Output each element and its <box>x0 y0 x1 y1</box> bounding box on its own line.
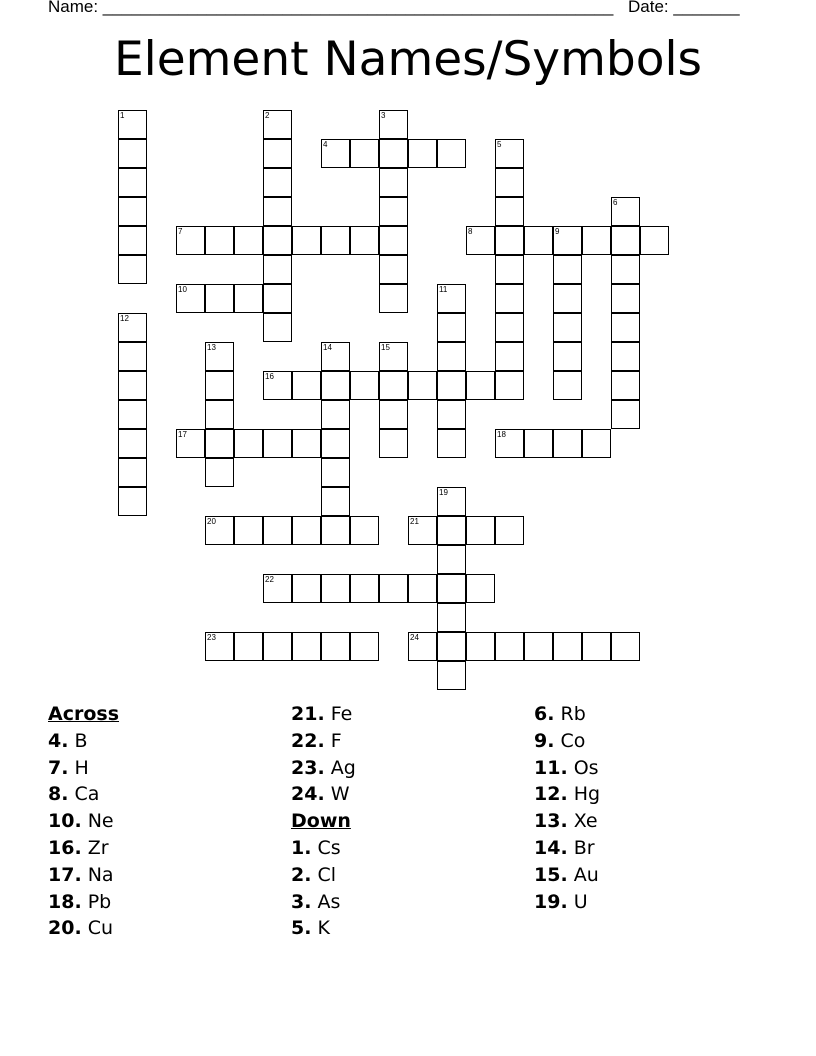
clue-item <box>291 781 511 808</box>
clue-number: 24 <box>410 633 419 642</box>
crossword-cell[interactable] <box>263 197 292 226</box>
clue-number: 11 <box>439 285 448 294</box>
crossword-cell[interactable] <box>495 632 524 661</box>
clue-item-text: Cu <box>87 917 114 940</box>
clue-item-number: 20. <box>48 917 82 940</box>
clue-item-text: Na <box>87 863 114 886</box>
crossword-cell[interactable] <box>263 574 292 603</box>
clue-column-2 <box>291 701 511 942</box>
crossword-cell[interactable] <box>234 284 263 313</box>
crossword-cell[interactable] <box>118 139 147 168</box>
crossword-cell[interactable] <box>321 516 350 545</box>
clue-item-text: Zr <box>87 836 109 859</box>
crossword-cell[interactable] <box>118 371 147 400</box>
crossword-cell[interactable] <box>582 226 611 255</box>
crossword-cell[interactable] <box>553 632 582 661</box>
clue-item <box>534 728 754 755</box>
clue-item-number: 3. <box>291 890 312 913</box>
crossword-cell[interactable] <box>118 429 147 458</box>
crossword-cell[interactable] <box>524 429 553 458</box>
crossword-cell[interactable] <box>263 139 292 168</box>
crossword-cell[interactable] <box>640 226 669 255</box>
crossword-cell[interactable] <box>321 487 350 516</box>
crossword-cell[interactable] <box>437 429 466 458</box>
crossword-cell[interactable] <box>379 197 408 226</box>
clue-item-text: W <box>330 783 350 806</box>
clue-number: 22 <box>265 575 274 584</box>
clue-item-number: 23. <box>291 756 325 779</box>
clue-number: 3 <box>381 111 386 120</box>
clue-item <box>291 835 511 862</box>
clue-item-text: F <box>330 729 342 752</box>
crossword-cell[interactable] <box>321 371 350 400</box>
crossword-cell[interactable] <box>466 226 495 255</box>
crossword-cell[interactable] <box>495 429 524 458</box>
clue-item-number: 14. <box>534 836 568 859</box>
crossword-cell[interactable] <box>321 342 350 371</box>
crossword-cell[interactable] <box>118 458 147 487</box>
clue-number: 4 <box>323 140 328 149</box>
crossword-cell[interactable] <box>205 632 234 661</box>
clue-item-text: Os <box>573 756 599 779</box>
crossword-cell[interactable] <box>553 226 582 255</box>
crossword-cell[interactable] <box>437 284 466 313</box>
crossword-cell[interactable] <box>205 284 234 313</box>
crossword-cell[interactable] <box>234 226 263 255</box>
date-field[interactable]: Date: _______ <box>628 0 740 16</box>
clue-item-text: Hg <box>573 783 601 806</box>
clue-item-text: K <box>317 917 330 940</box>
crossword-cell[interactable] <box>611 255 640 284</box>
clue-item-text: Ca <box>74 783 100 806</box>
crossword-cell[interactable] <box>292 371 321 400</box>
clue-column-1 <box>48 701 268 942</box>
crossword-cell[interactable] <box>118 197 147 226</box>
crossword-cell[interactable] <box>495 168 524 197</box>
crossword-cell[interactable] <box>495 313 524 342</box>
crossword-cell[interactable] <box>118 110 147 139</box>
crossword-cell[interactable] <box>379 342 408 371</box>
crossword-cell[interactable] <box>553 313 582 342</box>
crossword-cell[interactable] <box>466 574 495 603</box>
crossword-cell[interactable] <box>205 342 234 371</box>
clue-item-number: 15. <box>534 863 568 886</box>
clue-item <box>291 915 511 942</box>
clue-item-text: B <box>74 729 88 752</box>
crossword-cell[interactable] <box>495 226 524 255</box>
clue-number: 6 <box>613 198 618 207</box>
clue-number: 8 <box>468 227 473 236</box>
clue-item <box>48 728 268 755</box>
crossword-cell[interactable] <box>205 400 234 429</box>
clue-item-text: H <box>74 756 89 779</box>
crossword-cell[interactable] <box>553 429 582 458</box>
crossword-cell[interactable] <box>379 139 408 168</box>
clue-item <box>291 701 511 728</box>
clue-item-text: Ag <box>330 756 356 779</box>
crossword-cell[interactable] <box>524 632 553 661</box>
crossword-cell[interactable] <box>437 632 466 661</box>
clue-number: 12 <box>120 314 129 323</box>
clue-number: 9 <box>555 227 560 236</box>
clue-item-number: 7. <box>48 756 69 779</box>
clue-item <box>48 889 268 916</box>
clue-item-text: Br <box>573 836 595 859</box>
clue-item-number: 10. <box>48 810 82 833</box>
crossword-cell[interactable] <box>379 400 408 429</box>
crossword-cell[interactable] <box>350 226 379 255</box>
crossword-cell[interactable] <box>350 632 379 661</box>
clue-item <box>48 862 268 889</box>
crossword-cell[interactable] <box>437 574 466 603</box>
clue-item-number: 6. <box>534 703 555 725</box>
crossword-cell[interactable] <box>408 371 437 400</box>
clue-item-text: Co <box>560 729 586 752</box>
name-field[interactable]: Name: ______________________________________________________ <box>48 0 614 16</box>
clue-item-number: 2. <box>291 863 312 886</box>
crossword-cell[interactable] <box>379 429 408 458</box>
crossword-cell[interactable] <box>379 284 408 313</box>
crossword-cell[interactable] <box>292 516 321 545</box>
clue-item-number: 24. <box>291 783 325 806</box>
clue-item-number: 22. <box>291 729 325 752</box>
crossword-cell[interactable] <box>408 516 437 545</box>
crossword-cell[interactable] <box>437 516 466 545</box>
crossword-cell[interactable] <box>553 284 582 313</box>
crossword-cell[interactable] <box>437 139 466 168</box>
crossword-cell[interactable] <box>582 632 611 661</box>
clue-item-number: 19. <box>534 890 568 913</box>
clue-item-number: 8. <box>48 783 69 806</box>
crossword-cell[interactable] <box>350 516 379 545</box>
crossword-cell[interactable] <box>263 632 292 661</box>
crossword-cell[interactable] <box>495 371 524 400</box>
crossword-cell[interactable] <box>379 371 408 400</box>
clue-heading: Across <box>48 703 120 725</box>
crossword-cell[interactable] <box>118 168 147 197</box>
clue-item-number: 1. <box>291 836 312 859</box>
crossword-cell[interactable] <box>263 226 292 255</box>
crossword-cell[interactable] <box>176 429 205 458</box>
crossword-cell[interactable] <box>379 110 408 139</box>
crossword-cell[interactable] <box>118 342 147 371</box>
clue-item-number: 17. <box>48 863 82 886</box>
crossword-cell[interactable] <box>263 255 292 284</box>
crossword-cell[interactable] <box>292 632 321 661</box>
crossword-cell[interactable] <box>118 487 147 516</box>
crossword-cell[interactable] <box>118 255 147 284</box>
crossword-cell[interactable] <box>118 313 147 342</box>
clue-number: 5 <box>497 140 502 149</box>
clue-item-text: Pb <box>87 890 112 913</box>
clue-item-text: Ne <box>87 810 114 833</box>
crossword-cell[interactable] <box>466 632 495 661</box>
crossword-cell[interactable] <box>321 632 350 661</box>
clue-item <box>291 728 511 755</box>
crossword-cell[interactable] <box>611 371 640 400</box>
crossword-cell[interactable] <box>408 632 437 661</box>
crossword-cell[interactable] <box>321 139 350 168</box>
clue-item-text: Au <box>573 863 599 886</box>
clue-number: 21 <box>410 517 419 526</box>
crossword-cell[interactable] <box>437 400 466 429</box>
crossword-cell[interactable] <box>321 400 350 429</box>
clue-item-text: Cl <box>317 863 337 886</box>
crossword-cell[interactable] <box>437 603 466 632</box>
crossword-cell[interactable] <box>495 255 524 284</box>
crossword-cell[interactable] <box>437 313 466 342</box>
crossword-cell[interactable] <box>611 342 640 371</box>
crossword-cell[interactable] <box>263 284 292 313</box>
crossword-cell[interactable] <box>611 197 640 226</box>
clue-item <box>534 889 754 916</box>
crossword-cell[interactable] <box>495 284 524 313</box>
clue-item-text: As <box>317 890 341 913</box>
crossword-cell[interactable] <box>205 226 234 255</box>
clue-item <box>534 835 754 862</box>
crossword-cell[interactable] <box>176 284 205 313</box>
clue-number: 16 <box>265 372 274 381</box>
crossword-cell[interactable] <box>205 458 234 487</box>
crossword-cell[interactable] <box>292 429 321 458</box>
clue-item-number: 13. <box>534 810 568 833</box>
crossword-cell[interactable] <box>292 574 321 603</box>
clue-item <box>48 915 268 942</box>
crossword-cell[interactable] <box>611 632 640 661</box>
clue-item-number: 18. <box>48 890 82 913</box>
clue-item-number: 5. <box>291 917 312 940</box>
clue-number: 14 <box>323 343 332 352</box>
clue-heading: Down <box>291 810 351 833</box>
crossword-cell[interactable] <box>263 110 292 139</box>
clue-item-number: 4. <box>48 729 69 752</box>
crossword-cell[interactable] <box>408 139 437 168</box>
clue-item <box>48 781 268 808</box>
crossword-cell[interactable] <box>263 516 292 545</box>
crossword-cell[interactable] <box>118 226 147 255</box>
crossword-cell[interactable] <box>582 429 611 458</box>
crossword-cell[interactable] <box>321 226 350 255</box>
clue-number: 19 <box>439 488 448 497</box>
clue-item <box>48 755 268 782</box>
clue-item <box>291 755 511 782</box>
crossword-cell[interactable] <box>611 400 640 429</box>
crossword-cell[interactable] <box>176 226 205 255</box>
crossword-cell[interactable] <box>553 371 582 400</box>
clue-number: 18 <box>497 430 506 439</box>
crossword-cell[interactable] <box>553 255 582 284</box>
clue-item-text: Fe <box>330 703 353 725</box>
clue-item <box>534 781 754 808</box>
crossword-cell[interactable] <box>379 168 408 197</box>
crossword-cell[interactable] <box>495 197 524 226</box>
clue-item <box>534 862 754 889</box>
clue-number: 2 <box>265 111 270 120</box>
crossword-cell[interactable] <box>611 284 640 313</box>
clue-item <box>534 808 754 835</box>
crossword-cell[interactable] <box>118 400 147 429</box>
clue-number: 15 <box>381 343 390 352</box>
crossword-cell[interactable] <box>379 574 408 603</box>
crossword-cell[interactable] <box>466 516 495 545</box>
clue-number: 1 <box>120 111 125 120</box>
clue-item-number: 12. <box>534 783 568 806</box>
crossword-cell[interactable] <box>350 574 379 603</box>
crossword-cell[interactable] <box>437 545 466 574</box>
crossword-cell[interactable] <box>292 226 321 255</box>
crossword-cell[interactable] <box>611 226 640 255</box>
crossword-cell[interactable] <box>495 139 524 168</box>
crossword-cell[interactable] <box>379 226 408 255</box>
clue-item-text: U <box>573 890 588 913</box>
crossword-cell[interactable] <box>234 516 263 545</box>
clue-number: 20 <box>207 517 216 526</box>
clue-number: 13 <box>207 343 216 352</box>
crossword-cell[interactable] <box>350 371 379 400</box>
clue-item <box>291 862 511 889</box>
crossword-cell[interactable] <box>437 661 466 690</box>
crossword-cell[interactable] <box>205 371 234 400</box>
clue-item <box>534 755 754 782</box>
crossword-cell[interactable] <box>321 429 350 458</box>
crossword-cell[interactable] <box>263 371 292 400</box>
crossword-cell[interactable] <box>437 487 466 516</box>
clue-item-number: 16. <box>48 836 82 859</box>
crossword-cell[interactable] <box>495 516 524 545</box>
clue-item-text: Cs <box>317 836 341 859</box>
page-title: Element Names/Symbols <box>113 32 703 87</box>
crossword-cell[interactable] <box>263 168 292 197</box>
clue-item <box>291 889 511 916</box>
crossword-cell[interactable] <box>408 574 437 603</box>
crossword-cell[interactable] <box>350 139 379 168</box>
crossword-cell[interactable] <box>379 255 408 284</box>
crossword-cell[interactable] <box>437 371 466 400</box>
crossword-cell[interactable] <box>553 342 582 371</box>
clue-item <box>48 808 268 835</box>
clue-number: 17 <box>178 430 187 439</box>
crossword-cell[interactable] <box>524 226 553 255</box>
clue-item-number: 21. <box>291 703 325 725</box>
crossword-cell[interactable] <box>234 429 263 458</box>
crossword-cell[interactable] <box>234 632 263 661</box>
clue-number: 10 <box>178 285 187 294</box>
crossword-cell[interactable] <box>495 342 524 371</box>
clue-item-text: Rb <box>560 703 586 725</box>
crossword-cell[interactable] <box>263 313 292 342</box>
crossword-cell[interactable] <box>321 574 350 603</box>
crossword-cell[interactable] <box>205 429 234 458</box>
clue-number: 23 <box>207 633 216 642</box>
crossword-cell[interactable] <box>205 516 234 545</box>
clue-column-3 <box>534 701 754 915</box>
crossword-cell[interactable] <box>611 313 640 342</box>
clue-number: 7 <box>178 227 183 236</box>
crossword-cell[interactable] <box>437 342 466 371</box>
crossword-cell[interactable] <box>321 458 350 487</box>
crossword-cell[interactable] <box>466 371 495 400</box>
clue-item-number: 11. <box>534 756 568 779</box>
clue-item-number: 9. <box>534 729 555 752</box>
clue-item <box>48 835 268 862</box>
clue-item-text: Xe <box>573 810 598 833</box>
clue-item <box>534 701 754 728</box>
crossword-cell[interactable] <box>263 429 292 458</box>
